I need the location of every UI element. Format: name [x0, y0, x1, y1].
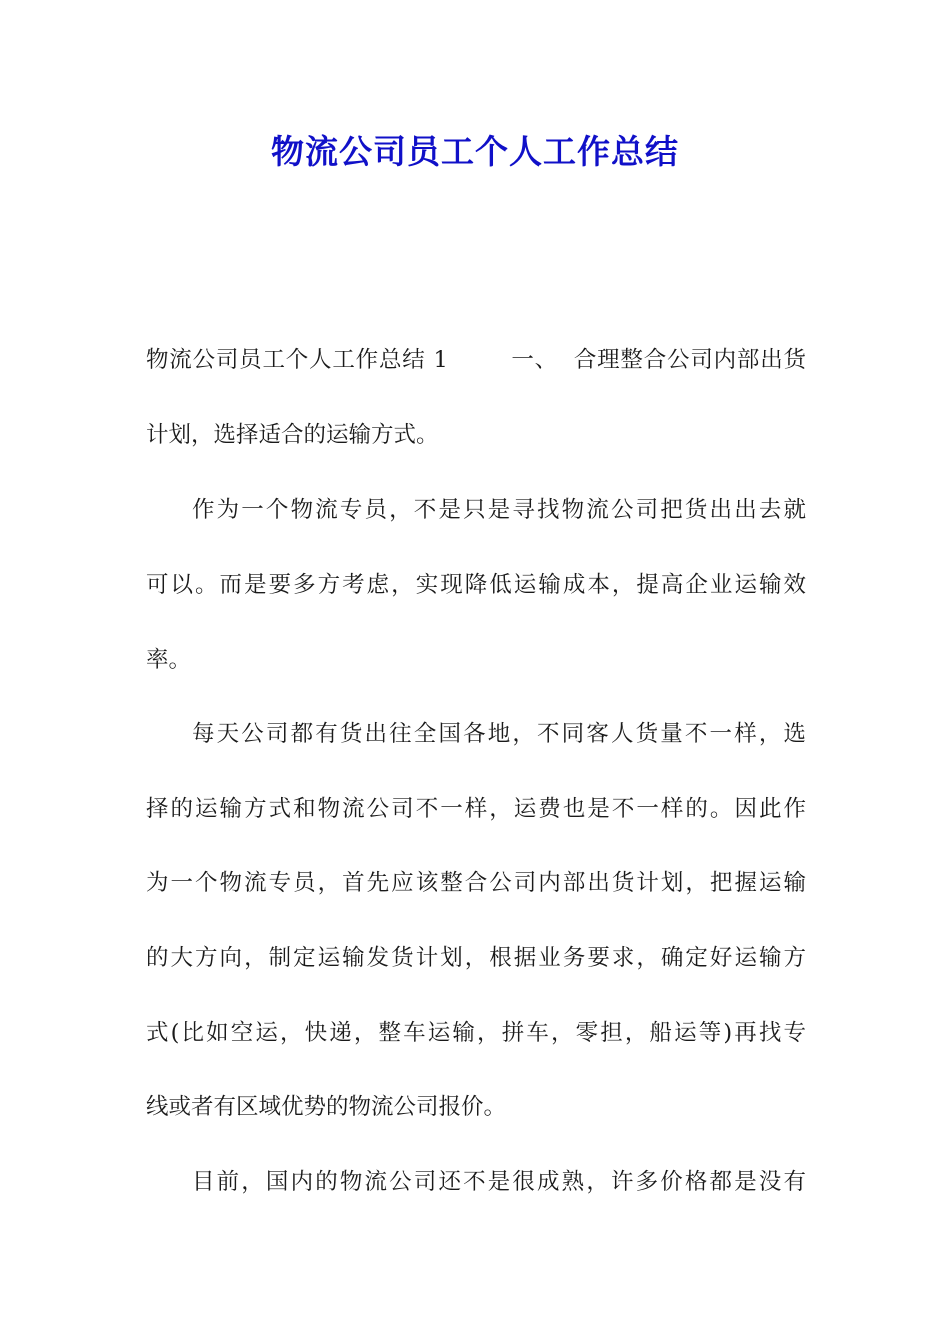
body-line-6: 每天公司都有货出往全国各地，不同客人货量不一样，选 — [192, 721, 806, 747]
body-line-12: 目前，国内的物流公司还不是很成熟，许多价格都是没有 — [192, 1169, 806, 1195]
document-title: 物流公司员工个人工作总结 — [271, 132, 679, 171]
body-line-5: 率。 — [146, 647, 192, 673]
body-line-1: 物流公司员工个人工作总结 1 一、 合理整合公司内部出货 — [146, 347, 806, 373]
body-line-10: 式(比如空运，快递，整车运输，拼车，零担，船运等)再找专 — [146, 1020, 806, 1046]
body-line-8: 为一个物流专员，首先应该整合公司内部出货计划，把握运输 — [146, 870, 806, 896]
body-line-11: 线或者有区域优势的物流公司报价。 — [146, 1094, 507, 1120]
body-line-2: 计划，选择适合的运输方式。 — [146, 422, 439, 448]
body-line-4: 可以。而是要多方考虑，实现降低运输成本，提高企业运输效 — [146, 572, 806, 598]
body-line-7: 择的运输方式和物流公司不一样，运费也是不一样的。因此作 — [146, 796, 806, 822]
body-line-3: 作为一个物流专员，不是只是寻找物流公司把货出出去就 — [192, 497, 806, 523]
body-line-9: 的大方向，制定运输发货计划，根据业务要求，确定好运输方 — [146, 945, 806, 971]
